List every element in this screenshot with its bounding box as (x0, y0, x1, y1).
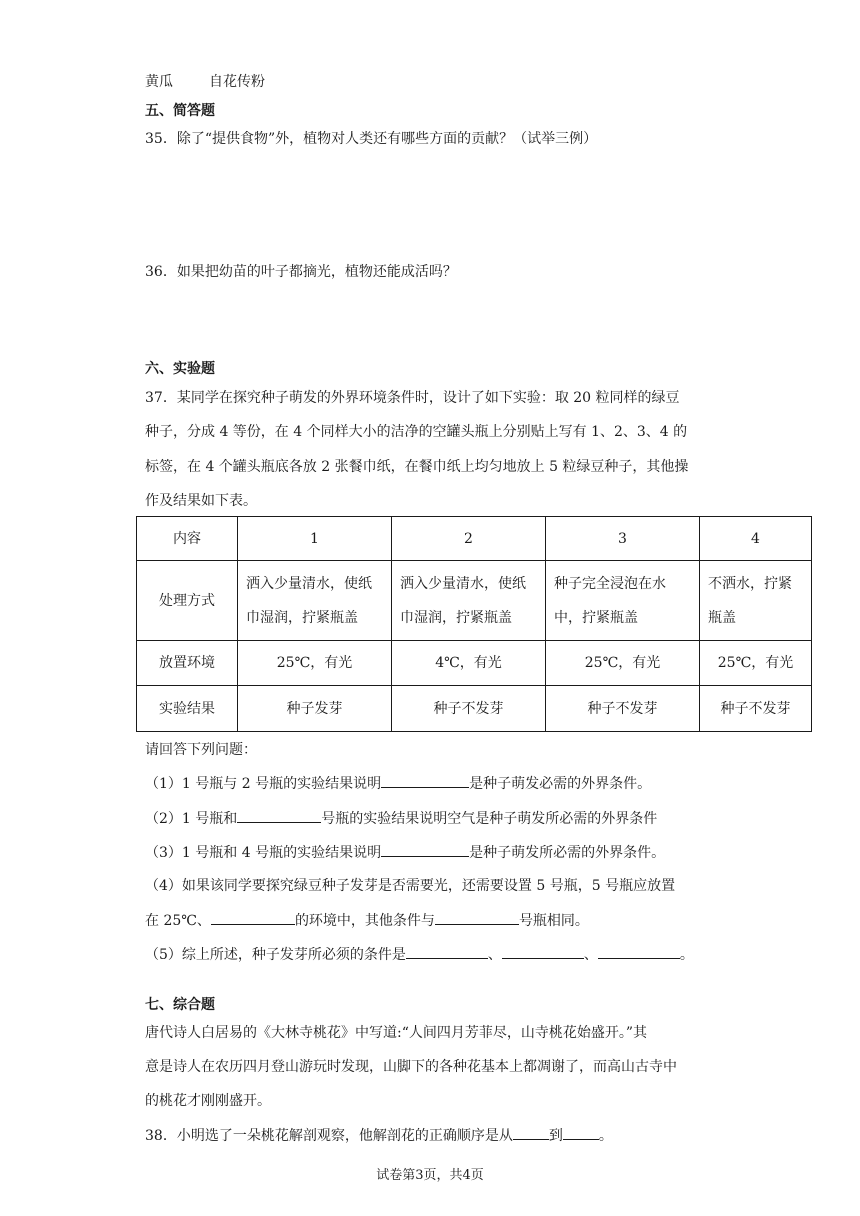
sub-text: 是种子萌发所必需的外界条件。 (469, 845, 666, 861)
cell-line: 洒入少量清水，使纸 (246, 575, 372, 592)
cell-line: 中，拧紧瓶盖 (554, 609, 638, 626)
sub-question-2 (145, 808, 657, 829)
sub-text: （5）综上所述，种子发芽所必须的条件是 (145, 947, 406, 963)
answer-blank[interactable] (381, 773, 469, 788)
page-footer: 试卷第3页，共4页 (376, 1168, 484, 1183)
table-cell (238, 561, 392, 641)
sub-text: 在 25℃、 (145, 913, 211, 929)
sub-text: 。 (679, 947, 694, 963)
header-line (145, 72, 265, 92)
sub-text: 的环境中，其他条件与 (294, 913, 435, 929)
table-cell: 25℃，有光 (700, 641, 812, 686)
cell-line: 洒入少量清水，使纸 (400, 575, 526, 592)
section5-title: 五、简答题 (145, 103, 215, 119)
answer-blank[interactable] (381, 842, 469, 857)
answer-blank[interactable] (563, 1125, 599, 1140)
question-36: 36．如果把幼苗的叶子都摘光，植物还能成活吗？ (145, 264, 457, 280)
sub-text: 38．小明选了一朵桃花解剖观察，他解剖花的正确顺序是从 (145, 1128, 513, 1144)
table-cell: 种子不发芽 (700, 686, 812, 732)
row-label: 实验结果 (137, 686, 238, 732)
sub-question-5 (145, 944, 694, 965)
separator: 、 (583, 947, 598, 963)
sub-question-4-line2 (145, 910, 589, 931)
q37-line-2: 种子，分成 4 等份，在 4 个同样大小的洁净的空罐头瓶上分别贴上写有 1、2、3、4 的 (145, 424, 688, 440)
answer-prompt: 请回答下列问题： (145, 742, 257, 758)
cell-line: 巾湿润，拧紧瓶盖 (246, 609, 358, 626)
section7-title: 七、综合题 (145, 997, 215, 1013)
table-cell (546, 561, 700, 641)
table-row-treatment (137, 561, 812, 641)
sub-text: （2）1 号瓶和 (145, 811, 238, 827)
header-cell: 4 (700, 517, 812, 561)
table-cell (392, 561, 546, 641)
header-cell: 3 (546, 517, 700, 561)
sub-question-3 (145, 842, 665, 863)
header-cell: 2 (392, 517, 546, 561)
table-cell: 25℃，有光 (546, 641, 700, 686)
sub-text: 是种子萌发必需的外界条件。 (469, 776, 652, 792)
cell-line: 瓶盖 (708, 609, 736, 626)
header-cell: 1 (238, 517, 392, 561)
table-header-row (137, 517, 812, 561)
section7-para-line-1: 唐代诗人白居易的《大林寺桃花》中写道:“人间四月芳菲尽，山寺桃花始盛开。”其 (145, 1025, 648, 1041)
table-row-environment (137, 641, 812, 686)
sub-text: 。 (598, 1128, 613, 1144)
table-cell: 种子发芽 (238, 686, 392, 732)
question-38 (145, 1125, 613, 1146)
table-cell (700, 561, 812, 641)
row-label: 放置环境 (137, 641, 238, 686)
q37-line-1: 37．某同学在探究种子萌发的外界环境条件时，设计了如下实验：取 20 粒同样的绿豆 (145, 390, 680, 406)
sub-text: （3）1 号瓶和 4 号瓶的实验结果说明 (145, 845, 382, 861)
sub-question-1 (145, 773, 651, 794)
header-right: 自花传粉 (209, 74, 265, 90)
row-label: 处理方式 (137, 561, 238, 641)
sub-text: （1）1 号瓶与 2 号瓶的实验结果说明 (145, 776, 382, 792)
table-cell: 种子不发芽 (546, 686, 700, 732)
section7-para-line-3: 的桃花才刚刚盛开。 (145, 1093, 271, 1109)
answer-blank[interactable] (237, 808, 321, 823)
section7-para-line-2: 意是诗人在农历四月登山游玩时发现，山脚下的各种花基本上都凋谢了，而高山古寺中 (145, 1059, 677, 1075)
answer-blank[interactable] (598, 944, 680, 959)
answer-blank[interactable] (406, 944, 488, 959)
sub-text: 到 (548, 1128, 563, 1144)
cell-line: 巾湿润，拧紧瓶盖 (400, 609, 512, 626)
answer-blank[interactable] (211, 910, 295, 925)
cell-line: 不洒水，拧紧 (708, 575, 792, 592)
section6-title: 六、实验题 (145, 361, 215, 377)
answer-blank[interactable] (513, 1125, 549, 1140)
separator: 、 (487, 947, 502, 963)
cell-line: 种子完全浸泡在水 (554, 575, 666, 592)
sub-text: 号瓶的实验结果说明空气是种子萌发所必需的外界条件 (321, 811, 658, 827)
table-row-result (137, 686, 812, 732)
q37-line-4: 作及结果如下表。 (145, 493, 257, 509)
header-left: 黄瓜 (145, 74, 173, 90)
q37-line-3: 标签，在 4 个罐头瓶底各放 2 张餐巾纸，在餐巾纸上均匀地放上 5 粒绿豆种子，其他操 (145, 459, 689, 475)
answer-blank[interactable] (435, 910, 519, 925)
table-cell: 种子不发芽 (392, 686, 546, 732)
table-cell: 25℃，有光 (238, 641, 392, 686)
sub-text: 号瓶相同。 (518, 913, 589, 929)
table-cell: 4℃，有光 (392, 641, 546, 686)
answer-blank[interactable] (502, 944, 584, 959)
sub-question-4-line1: （4）如果该同学要探究绿豆种子发芽是否需要光，还需要设置 5 号瓶，5 号瓶应放置 (145, 878, 676, 894)
question-35: 35．除了“提供食物”外，植物对人类还有哪些方面的贡献？（试举三例） (145, 131, 598, 147)
header-cell: 内容 (137, 517, 238, 561)
experiment-table (136, 516, 812, 732)
